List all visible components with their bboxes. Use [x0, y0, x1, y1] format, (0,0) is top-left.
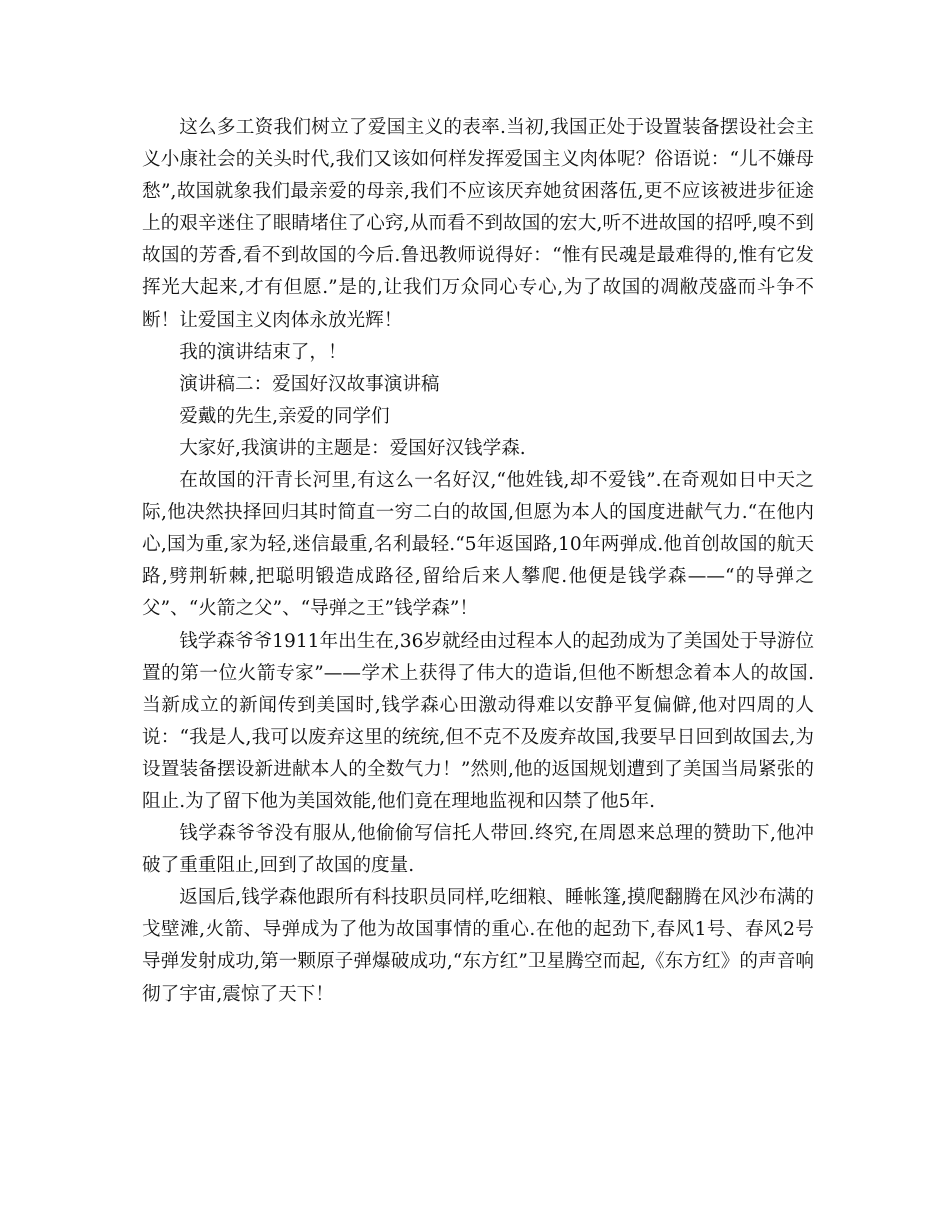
paragraph-topic: 大家好,我演讲的主题是：爱国好汉钱学森. — [179, 437, 526, 459]
paragraph-hero-intro: 在故国的汗青长河里,有这么一名好汉,“他姓钱,却不爱钱”.在奇观如日中天之际,他决然抉择回归其时简直一穷二白的故国,但愿为本人的国度进献气力.“在他内心,国为重,家为轻,迷信最重,名利最轻.“5年返国路,10年两弹成.他首创故国的航天路,劈荆斩棘,把聪明锻造成路径,留给后来人攀爬.他便是钱学森——“的导弹之父”、“火箭之父”、“导弹之王”钱学森”！ — [142, 470, 814, 620]
paragraph-patriotism-closing: 这么多工资我们树立了爱国主义的表率.当初,我国正处于设置装备摆设社会主义小康社会的关头时代,我们又该如何样发挥爱国主义肉体呢？俗语说：“儿不嫌母愁”,故国就象我们最亲爱的母亲,我们不应该厌弃她贫困落伍,更不应该被进步征途上的艰辛迷住了眼睛堵住了心窍,从而看不到故国的宏大,听不进故国的招呼,嗅不到故国的芳香,看不到故国的今后.鲁迅教师说得好：“惟有民魂是最难得的,惟有它发挥光大起来,才有但愿.”是的,让我们万众同心专心,为了故国的凋敝茂盛而斗争不断！让爱国主义肉体永放光辉！ — [142, 117, 814, 331]
paragraph-return-home: 钱学森爷爷没有服从,他偷偷写信托人带回.终究,在周恩来总理的赞助下,他冲破了重重阻止,回到了故国的度量. — [142, 823, 814, 877]
paragraph-speech-two-title: 演讲稿二：爱国好汉故事演讲稿 — [179, 373, 440, 395]
paragraph-achievements: 返国后,钱学森他跟所有科技职员同样,吃细粮、睡帐篷,摸爬翻腾在风沙布满的戈壁滩,火箭、导弹成为了他为故国事情的重心.在他的起劲下,春风1号、春风2号导弹发射成功,第一颗原子弹爆破成功,“东方红”卫星腾空而起,《东方红》的声音响彻了宇宙,震惊了天下！ — [142, 887, 814, 1005]
paragraph-speech-end: 我的演讲结束了，！ — [179, 341, 347, 363]
document-page — [142, 112, 814, 1011]
paragraph-qian-in-america: 钱学森爷爷1911年出生在,36岁就经由过程本人的起劲成为了美国处于导游位置的第一位火箭专家”——学术上获得了伟大的造诣,但他不断想念着本人的故国.当新成立的新闻传到美国时,钱学森心田激动得难以安静平复偏僻,他对四周的人说：“我是人,我可以废弃这里的统统,但不克不及废弃故国,我要早日回到故国去,为设置装备摆设新进献本人的全数气力！”然则,他的返国规划遭到了美国当局紧张的阻止.为了留下他为美国效能,他们竟在理地监视和囚禁了他5年. — [142, 630, 814, 812]
paragraph-greeting: 爱戴的先生,亲爱的同学们 — [179, 405, 390, 427]
